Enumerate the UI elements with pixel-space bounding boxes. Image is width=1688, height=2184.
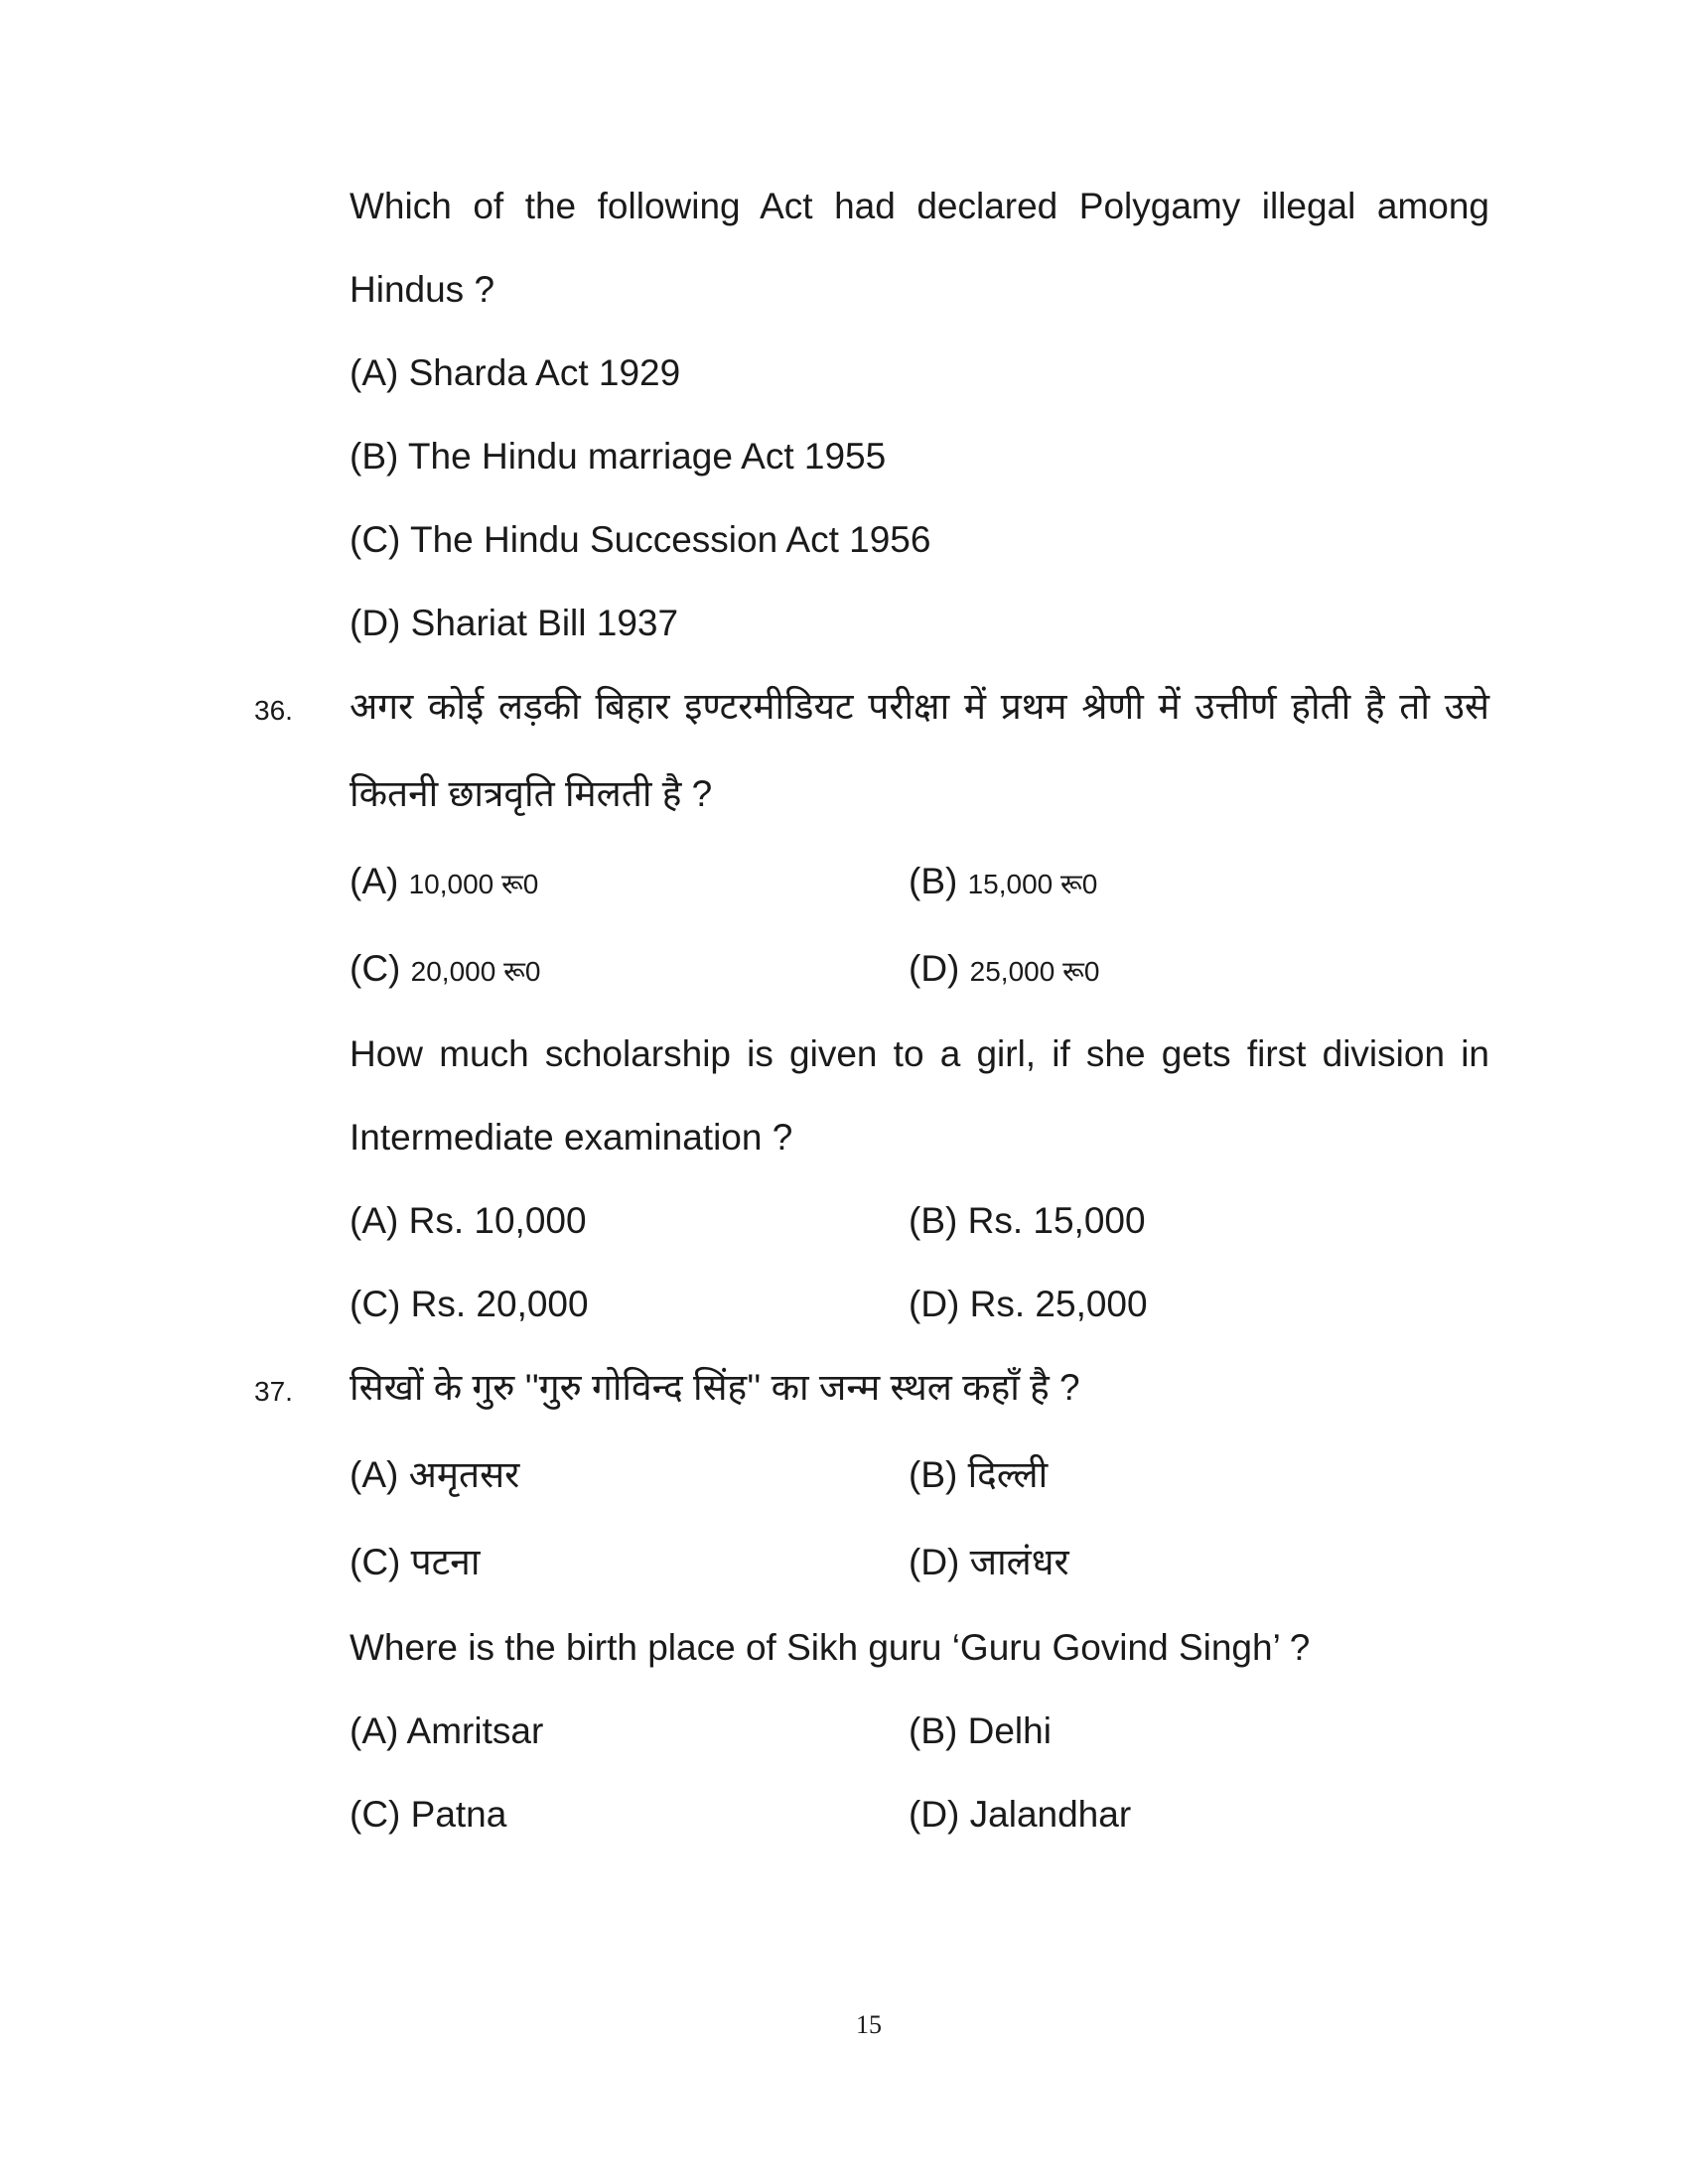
q35-english-line2: Hindus ? [350, 269, 495, 310]
q36-option-d: (D) Rs. 25,000 [909, 1284, 1148, 1324]
q36-option-c: (C) Rs. 20,000 [350, 1284, 589, 1324]
q36-hindi-line2: कितनी छात्रवृति मिलती है ? [350, 773, 713, 814]
q36-english-line2: Intermediate examination ? [350, 1117, 793, 1158]
q37-option-a: (A) Amritsar [350, 1710, 544, 1751]
option-label: (A) [350, 861, 399, 901]
q36-hindi-option-d [909, 947, 1099, 994]
q37-option-c: (C) Patna [350, 1794, 507, 1835]
q35-option-d: (D) Shariat Bill 1937 [350, 603, 679, 643]
q35-option-b: (B) The Hindu marriage Act 1955 [350, 436, 887, 477]
q37-hindi-option-a: (A) अमृतसर [350, 1454, 520, 1495]
q37-hindi-option-d: (D) जालंधर [909, 1542, 1069, 1582]
q37-english-line1: Where is the birth place of Sikh guru ‘Guru Govind Singh’ ? [350, 1627, 1311, 1668]
q37-hindi-option-b: (B) दिल्ली [909, 1454, 1049, 1495]
q37-option-d: (D) Jalandhar [909, 1794, 1132, 1835]
option-label: (B) [909, 861, 958, 901]
option-label: (C) [350, 948, 401, 989]
q37-option-b: (B) Delhi [909, 1710, 1052, 1751]
q35-option-c: (C) The Hindu Succession Act 1956 [350, 519, 931, 560]
q36-option-b: (B) Rs. 15,000 [909, 1200, 1146, 1241]
option-value: 15,000 रू0 [967, 869, 1098, 899]
q36-hindi-option-c [350, 947, 540, 994]
option-value: 10,000 रू0 [408, 869, 539, 899]
q36-hindi-option-a [350, 860, 538, 906]
option-value: 25,000 रू0 [969, 956, 1100, 987]
q36-hindi-line1: अगर कोई लड़की बिहार इण्टरमीडियट परीक्षा में प्रथम श्रेणी में उत्तीर्ण होती है तो उसे [350, 686, 1489, 727]
option-value: 20,000 रू0 [410, 956, 541, 987]
q37-hindi-line1: सिखों के गुरु ''गुरु गोविन्द सिंह'' का जन्म स्थल कहाँ है ? [350, 1367, 1080, 1408]
q35-option-a: (A) Sharda Act 1929 [350, 352, 681, 393]
q35-english-line1: Which of the following Act had declared Polygamy illegal among [350, 186, 1489, 226]
option-label: (D) [909, 948, 960, 989]
q37-hindi-option-c: (C) पटना [350, 1542, 481, 1582]
q36-hindi-option-b [909, 860, 1097, 906]
question-number-36: 36. [254, 695, 293, 726]
q36-english-line1: How much scholarship is given to a girl, if she gets first division in [350, 1033, 1489, 1074]
page-number: 15 [856, 2010, 882, 2039]
question-number-37: 37. [254, 1376, 293, 1407]
q36-option-a: (A) Rs. 10,000 [350, 1200, 587, 1241]
